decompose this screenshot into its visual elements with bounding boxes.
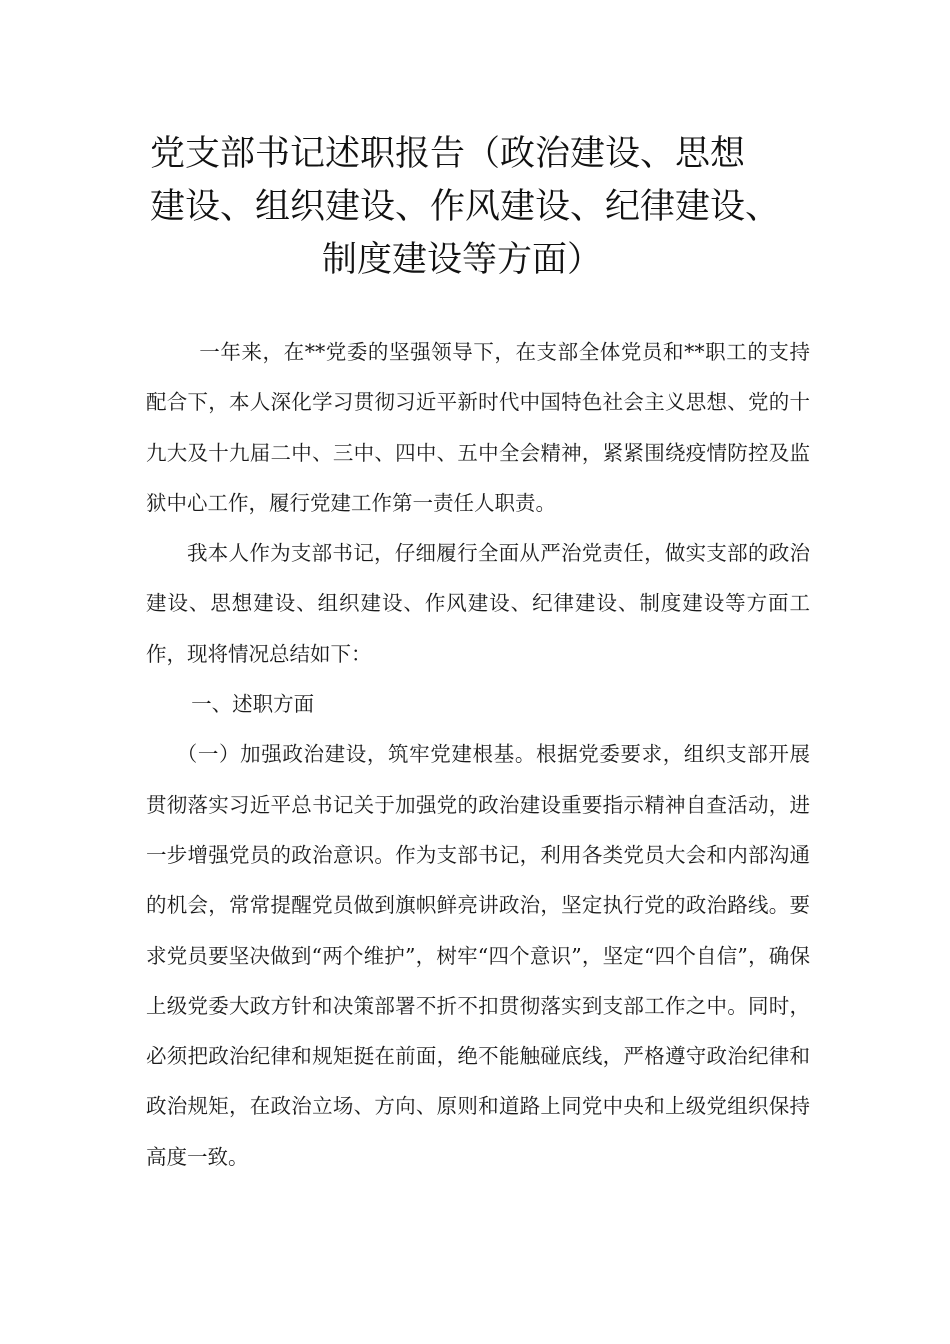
document-title (140, 128, 840, 287)
document-body (146, 327, 810, 1182)
paragraph-summary: 我本人作为支部书记，仔细履行全面从严治党责任，做实支部的政治建设、思想建设、组织建设、作风建设、纪律建设、制度建设等方面工作，现将情况总结如下： (146, 541, 810, 666)
title-line-2: 建设、组织建设、作风建设、纪律建设、 (150, 187, 781, 227)
paragraph-intro: 一年来，在**党委的坚强领导下，在支部全体党员和**职工的支持配合下，本人深化学习贯彻习近平新时代中国特色社会主义思想、党的十九大及十九届二中、三中、四中、五中全会精神，紧紧围绕疫情防控及监狱中心工作，履行党建工作第一责任人职责。 (146, 340, 810, 515)
paragraph-political-building: （一）加强政治建设，筑牢党建根基。根据党委要求，组织支部开展贯彻落实习近平总书记关于加强党的政治建设重要指示精神自查活动，进一步增强党员的政治意识。作为支部书记，利用各类党员大会和内部沟通的机会，常常提醒党员做到旗帜鲜亮讲政治，坚定执行党的政治路线。要求党员要坚决做到“两个维护”，树牢“四个意识”，坚定“四个自信”，确保上级党委大政方针和决策部署不折不扣贯彻落实到支部工作之中。同时，必须把政治纪律和规矩挺在前面，绝不能触碰底线，严格遵守政治纪律和政治规矩，在政治立场、方向、原则和道路上同党中央和上级党组织保持高度一致。 (146, 742, 810, 1169)
section-heading: 一、述职方面 (191, 692, 315, 717)
title-line-1: 党支部书记述职报告（政治建设、思想 (150, 134, 746, 174)
title-line-3: 制度建设等方面） (322, 240, 603, 280)
